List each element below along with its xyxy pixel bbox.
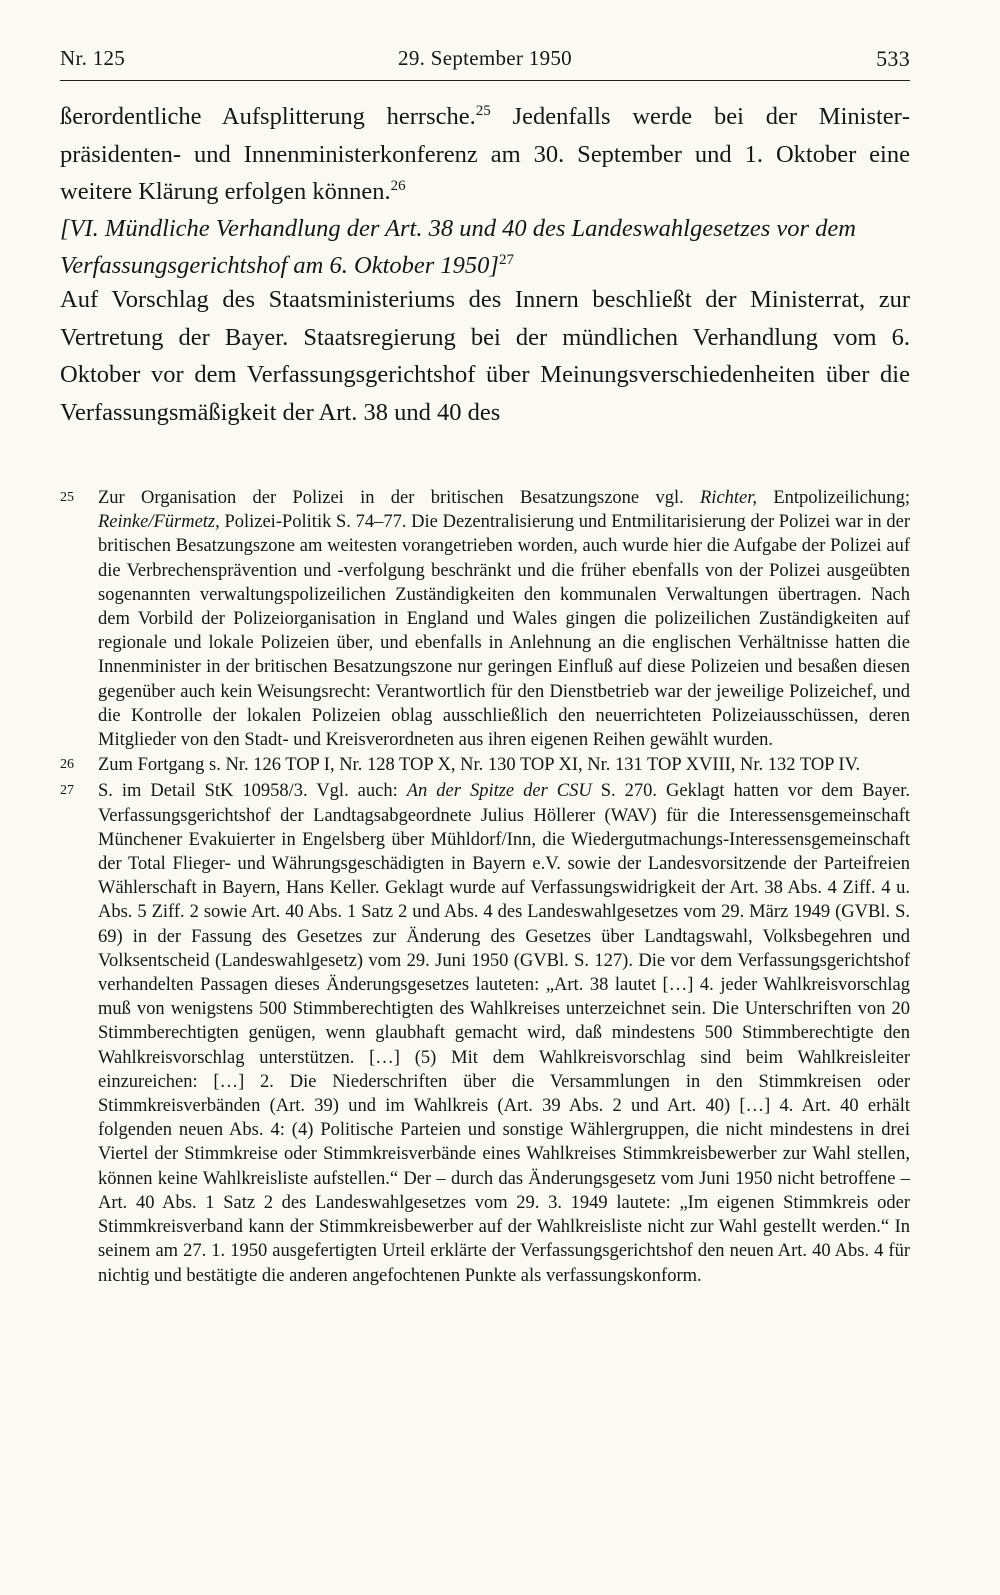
footnote-25 <box>60 486 910 752</box>
citation-author: Richter, <box>700 488 758 508</box>
paragraph-text: ßerordentliche Aufsplitterung herrsche. <box>60 103 476 130</box>
footnote-number: 25 <box>60 490 74 505</box>
paragraph-text: Jedenfalls werde bei der Ministerpräsidenten- und Innenministerkonferenz am 30. September und 1. Oktober eine weitere Klärung erfolgen können. <box>60 103 910 205</box>
footnote-ref-25[interactable]: 25 <box>475 103 491 119</box>
citation-title: An der Spitze der CSU <box>406 781 592 802</box>
document-number: Nr. 125 <box>60 46 126 70</box>
footnote-ref-27[interactable]: 27 <box>498 252 514 268</box>
page-number: 533 <box>876 46 910 71</box>
citation-author: Reinke/Fürmetz, <box>98 512 220 533</box>
heading-text: [VI. Mündliche Verhandlung der Art. 38 und 40 des Landeswahlgesetzes vor dem Verfassungsgerichtshof am 6. Oktober 1950] <box>60 215 856 279</box>
footnote-text: Polizei-Politik S. 74–77. Die Dezentralisierung und Entmilitarisierung der Polizei war in der britischen Besatzungszone am weitesten vorangetrieben worden, auch wurde hier die Aufgabe der Polizei auf die Verbrechensprävention und -verfolgung beschränkt und die früher ebenfalls von der Polizei ausgeübten sogenannten verwaltungspolizeilichen Zuständigkeiten den kommunalen Verwaltungen übertragen. Nach dem Vorbild der Polizeiorganisation in England und Wales gingen die polizeilichen Zuständigkeiten auf regionale und lokale Polizeien über, und ebenfalls in Anlehnung an die englischen Verhältnisse hatten die Innenminister in der britischen Besatzungszone nur geringen Einfluß auf diese Polizeien und besaßen diesen gegenüber auch kein Weisungsrecht: Verantwortlich für den Dienstbetrieb war der jeweilige Polizeichef, und die Kontrolle der lokalen Polizeien oblag ausschließlich den neuerrichteten Polizeiausschüssen, deren Mitglieder von den Stadt- und Kreisverordneten aus ihren eigenen Reihen gewählt wurden. <box>98 512 910 751</box>
section-heading <box>60 210 910 284</box>
footnote-27 <box>60 779 910 1287</box>
footnote-text: Entpolizeilichung; <box>757 488 910 508</box>
paragraph-continued <box>60 98 910 211</box>
footnotes-section <box>60 486 910 1288</box>
footnote-text: Zum Fortgang s. Nr. 126 TOP I, Nr. 128 TOP X, Nr. 130 TOP XI, Nr. 131 TOP XVIII, Nr. 132 TOP IV. <box>98 755 861 776</box>
footnote-number: 27 <box>60 783 74 799</box>
header-date: 29. September 1950 <box>398 46 572 70</box>
paragraph-resolution: Auf Vorschlag des Staatsministeriums des Innern beschließt der Ministerrat, zur Vertretung der Bayer. Staatsregierung bei der mündlichen Verhandlung vom 6. Oktober vor dem Verfassungsgerichtshof über Meinungsverschiedenheiten über die Verfassungsmäßigkeit der Art. 38 und 40 des <box>60 286 910 426</box>
footnote-ref-26[interactable]: 26 <box>390 178 406 194</box>
footnote-text: S. im Detail StK 10958/3. Vgl. auch: <box>98 781 407 802</box>
footnote-text: Zur Organisation der Polizei in der britischen Besatzungszone vgl. <box>98 488 700 508</box>
footnote-26 <box>60 753 910 777</box>
running-header <box>60 40 910 81</box>
footnote-number: 26 <box>60 757 74 773</box>
footnote-text: S. 270. Geklagt hatten vor dem Bayer. Verfassungsgerichtshof der Landtagsabgeordnete Julius Höllerer (WAV) für die Interessensgemeinschaft Münchener Evakuierter in Engelsberg über Mühldorf/Inn, die Wiedergutmachungs-Interessensgemeinschaft der Total Flieger- und Währungsgeschädigten in Bayern e.V. sowie der Landesvorsitzende der Parteifreien Wählerschaft in Bayern, Hans Keller. Geklagt wurde auf Verfassungswidrigkeit der Art. 38 Abs. 4 Ziff. 4 u. Abs. 5 Ziff. 2 sowie Art. 40 Abs. 1 Satz 2 und Abs. 4 des Landeswahlgesetzes vom 29. März 1949 (GVBl. S. 69) in der Fassung des Gesetzes zur Änderung des Gesetzes über Landtagswahl, Volksbegehren und Volksentscheid (Landeswahlgesetz) vom 29. Juni 1950 (GVBl. S. 127). Die vor dem Verfassungsgerichtshof verhandelten Passagen dieses Änderungsgesetzes lauteten: „Art. 38 lautet […] 4. jeder Wahlkreisvorschlag muß von wenigstens 500 Stimmberechtigten des Wahlkreises unterzeichnet sein. Die Unterschriften von 20 Stimmberechtigten genügen, wenn glaubhaft gemacht wird, daß mindestens 500 Stimmberechtigte den Wahlkreisvorschlag unterstützen. […] (5) Mit dem Wahlkreisvorschlag sind beim Wahlkreisleiter einzureichen: […] 2. Die Niederschriften über die Versammlungen in den Stimmkreisen oder Stimmkreisverbänden (Art. 39) und im Wahlkreis (Art. 39 Abs. 2 und Art. 40) […] 4. Art. 40 erhält folgenden neuen Abs. 4: (4) Politische Parteien und sonstige Wählergruppen, die nicht mindestens in drei Viertel der Stimmkreise oder Stimmkreisverbände eines Wahlkreises Stimmkreisbewerber zur Wahl stellen, können keine Wahlkreisliste aufstellen.“ Der – durch das Änderungsgesetz vom Juni 1950 nicht betroffene – Art. 40 Abs. 1 Satz 2 des Landeswahlgesetzes vom 29. 3. 1949 lautete: „Im eigenen Stimmkreis oder Stimmkreisverband kann der Stimmkreisbewerber auf der Wahlkreisliste nicht zur Wahl gestellt werden.“ In seinem am 27. 1. 1950 ausgefertigten Urteil erklärte der Verfassungsgerichtshof den neuen Art. 40 Abs. 4 für nichtig und bestätigte die anderen angefochtenen Punkte als verfassungskonform. <box>98 781 911 1286</box>
